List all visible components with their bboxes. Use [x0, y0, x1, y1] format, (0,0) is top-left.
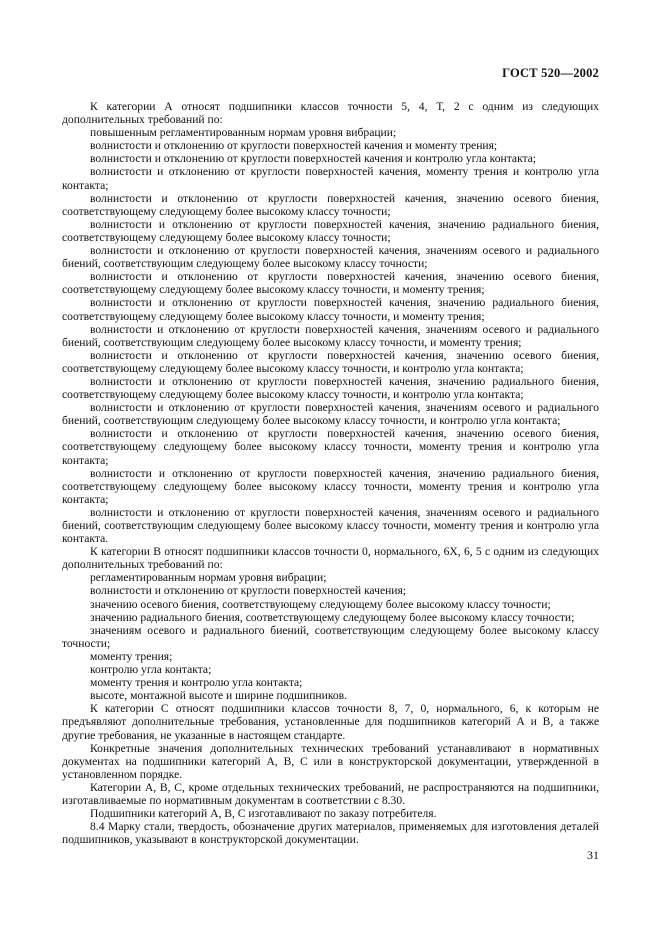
page-number: 31: [587, 848, 599, 862]
paragraph: моменту трения и контролю угла контакта;: [90, 676, 303, 690]
paragraph: значению осевого биения, соответствующему следующему более высокому классу точности;: [90, 597, 551, 611]
paragraph: повышенным регламентированным нормам уровня вибрации;: [90, 126, 397, 140]
paragraph: волнистости и отклонению от круглости поверхностей качения, значению радиального биения, соответствующему следующему более высокому классу точности, моменту трения и контролю угла контакта;: [62, 466, 599, 506]
paragraph: высоте, монтажной высоте и ширине подшипников.: [90, 689, 348, 703]
paragraph: регламентированным нормам уровня вибрации;: [90, 571, 327, 585]
paragraph: Категории А, В, С, кроме отдельных технических требований, не распространяются на подшипники, изготавливаемые по нормативным документам в соответствии с 8.30.: [62, 780, 599, 807]
paragraph: К категории В относят подшипники классов точности 0, нормального, 6Х, 6, 5 с одним из следующих дополнительных требований по:: [62, 545, 599, 572]
paragraph: волнистости и отклонению от круглости поверхностей качения и контролю угла контакта;: [90, 152, 537, 166]
paragraph: значению радиального биения, соответствующему следующему более высокому классу точности;: [90, 610, 575, 624]
paragraph: волнистости и отклонению от круглости поверхностей качения, значению осевого биения, соответствующему следующему более высокому классу точности, моменту трения и контролю угла контакта;: [62, 427, 599, 467]
paragraph: волнистости и отклонению от круглости поверхностей качения, значениям осевого и радиального биений, соответствующим следующему более высокому классу точности, и контролю угла контакта;: [62, 401, 599, 428]
paragraph: волнистости и отклонению от круглости поверхностей качения, значению радиального биения, соответствующему следующему более высокому классу точности;: [62, 217, 599, 244]
paragraph: волнистости и отклонению от круглости поверхностей качения;: [90, 584, 407, 598]
paragraph: волнистости и отклонению от круглости поверхностей качения, значению радиального биения, соответствующему следующему более высокому классу точности, и моменту трения;: [62, 296, 599, 323]
paragraph: волнистости и отклонению от круглости поверхностей качения, моменту трения и контролю угла контакта;: [62, 165, 599, 192]
paragraph: Конкретные значения дополнительных технических требований устанавливают в нормативных документах на подшипники категорий А, В, С или в конструкторской документации, утвержденной в установленном порядке.: [62, 741, 599, 781]
paragraph: К категории А относят подшипники классов точности 5, 4, Т, 2 с одним из следующих дополнительных требований по:: [62, 100, 599, 127]
paragraph: К категории С относят подшипники классов точности 8, 7, 0, нормального, 6, к которым не предъявляют дополнительные требования, установленные для подшипников категорий А и В, а также другие требования, не указанные в настоящем стандарте.: [62, 702, 599, 742]
paragraph: волнистости и отклонению от круглости поверхностей качения, значениям осевого и радиального биений, соответствующим следующему более высокому классу точности;: [62, 244, 599, 271]
paragraph: контролю угла контакта;: [90, 663, 212, 677]
paragraph: волнистости и отклонению от круглости поверхностей качения, значениям осевого и радиального биений, соответствующим следующему более высокому классу точности, моменту трения и контролю угла контакта.: [62, 505, 599, 546]
paragraph: волнистости и отклонению от круглости поверхностей качения, значению осевого биения, соответствующему следующему более высокому классу точности;: [62, 191, 599, 218]
paragraph: волнистости и отклонению от круглости поверхностей качения, значению осевого биения, соответствующему следующему более высокому классу точности, и моменту трения;: [62, 270, 599, 297]
document-header: ГОСТ 520—2002: [502, 66, 599, 80]
paragraph: 8.4 Марку стали, твердость, обозначение других материалов, применяемых для изготовления деталей подшипников, указывают в конструкторской документации.: [62, 820, 599, 847]
paragraph: Подшипники категорий А, В, С изготавливают по заказу потребителя.: [90, 807, 437, 821]
document-body: [62, 100, 599, 846]
paragraph: волнистости и отклонению от круглости поверхностей качения, значениям осевого и радиального биений, соответствующим следующему более высокому классу точности, и моменту трения;: [62, 322, 599, 349]
paragraph: волнистости и отклонению от круглости поверхностей качения, значению радиального биения, соответствующему следующему более высокому классу точности, и контролю угла контакта;: [62, 374, 599, 402]
paragraph: волнистости и отклонению от круглости поверхностей качения, значению осевого биения, соответствующему следующему более высокому классу точности, и контролю угла контакта;: [62, 348, 599, 375]
paragraph: моменту трения;: [90, 649, 173, 663]
paragraph: волнистости и отклонению от круглости поверхностей качения и моменту трения;: [90, 139, 498, 153]
paragraph: значениям осевого и радиального биений, соответствующим следующему более высокому классу точности;: [62, 623, 599, 650]
